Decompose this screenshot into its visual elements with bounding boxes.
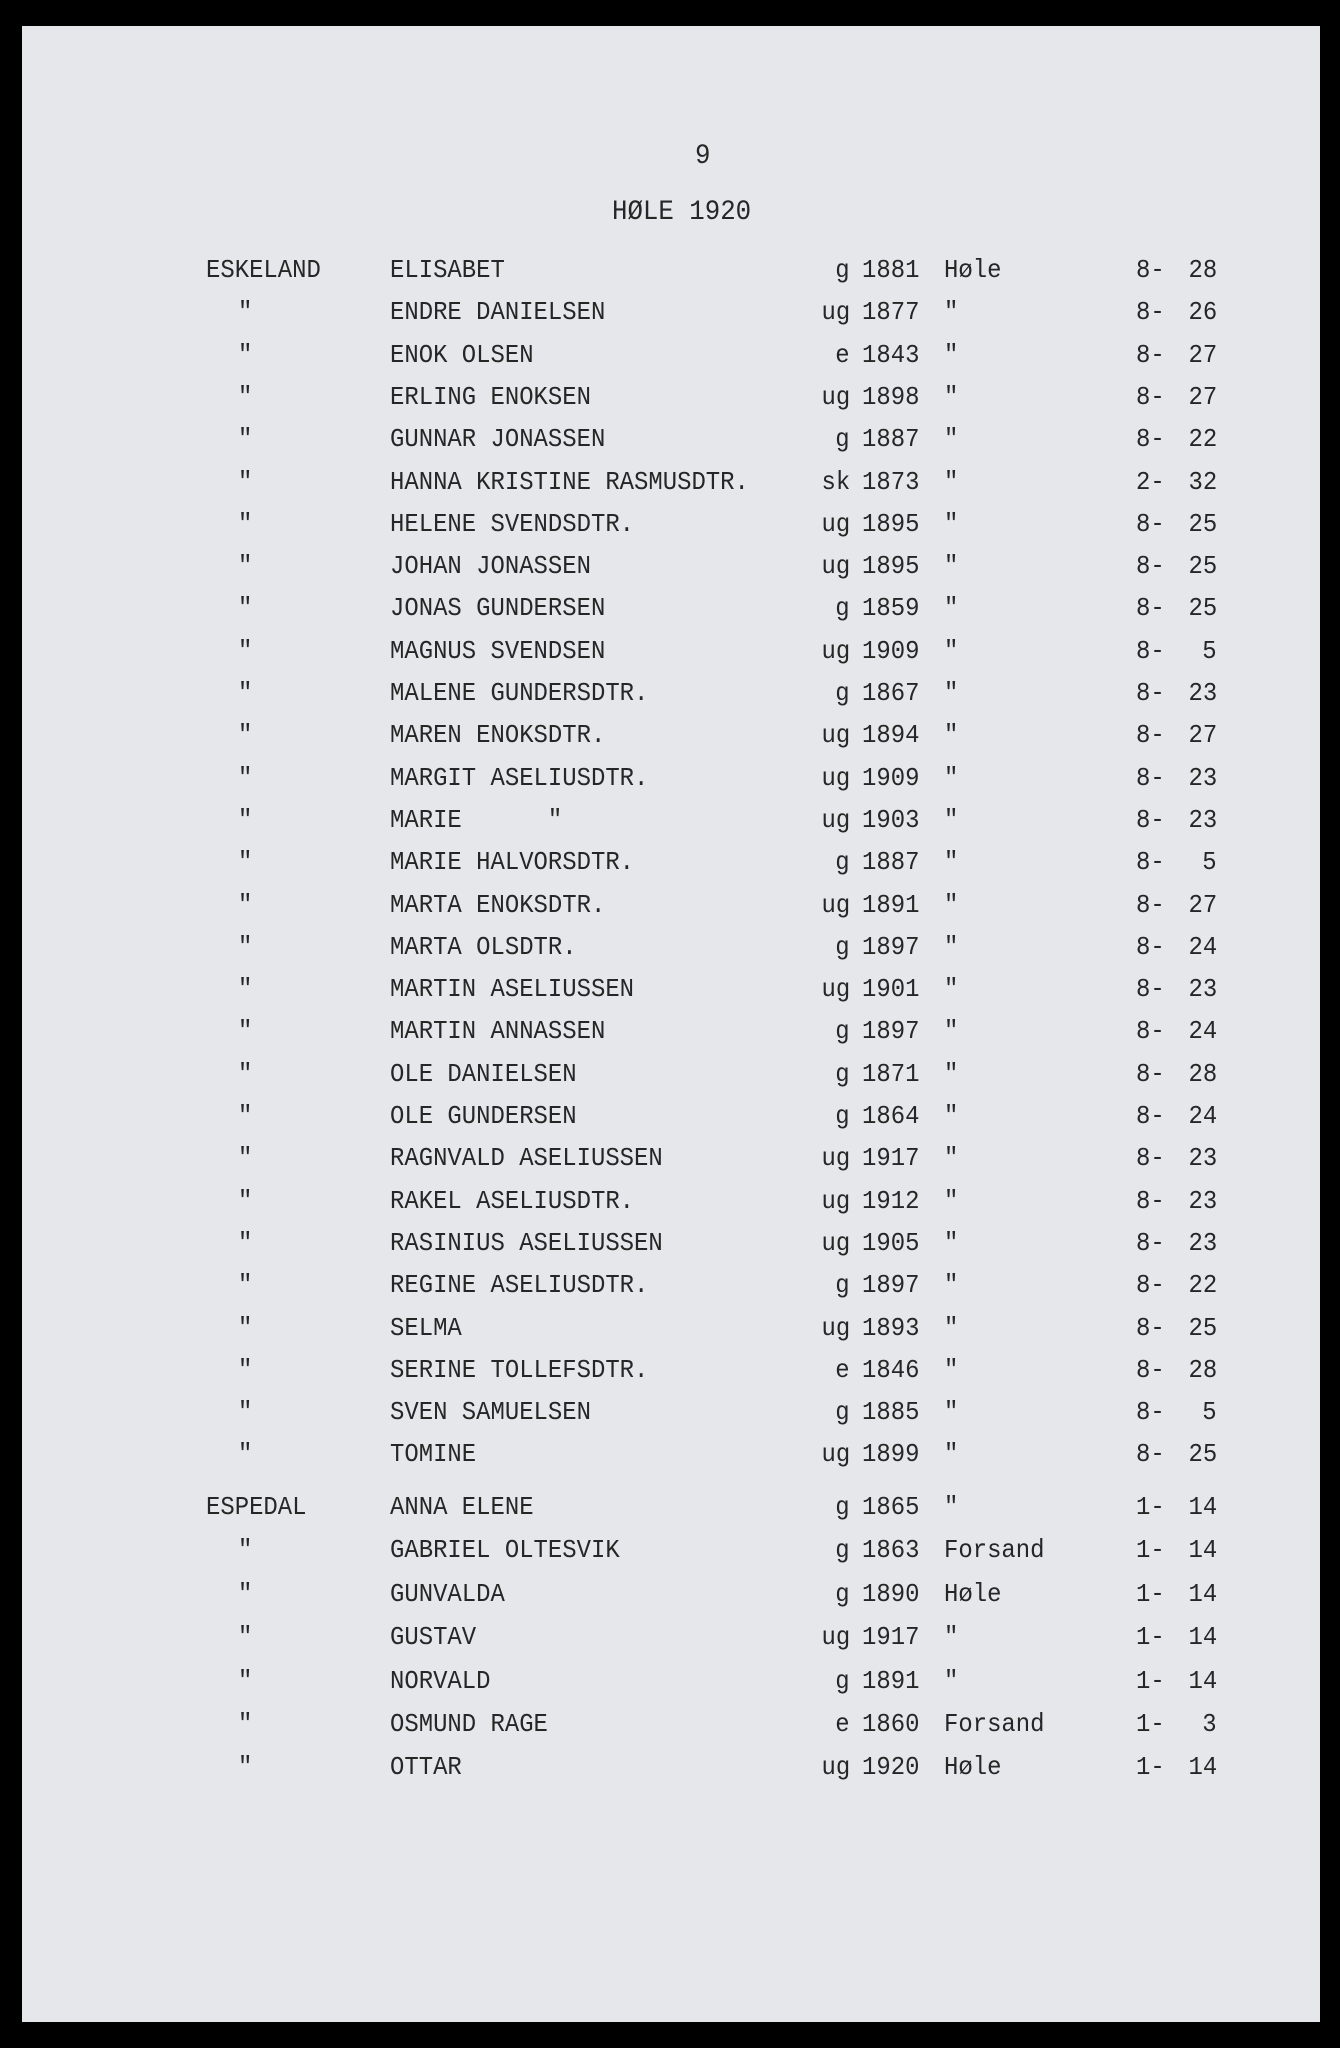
given-name: TOMINE	[390, 1439, 477, 1470]
district-code: 1-	[1136, 1665, 1165, 1696]
birth-place: Forsand	[944, 1535, 1045, 1566]
birth-place: "	[944, 1143, 959, 1174]
farm-number: 5	[1202, 635, 1217, 666]
surname-ditto: "	[238, 508, 253, 539]
register-row	[0, 255, 1340, 295]
farm-number: 26	[1188, 297, 1217, 328]
given-name: REGINE ASELIUSDTR.	[390, 1270, 649, 1301]
given-name: ERLING ENOKSEN	[390, 381, 591, 412]
district-code: 1-	[1136, 1492, 1165, 1522]
marital-status: g	[835, 847, 850, 878]
given-name: MARIE "	[390, 804, 563, 835]
birth-year: 1860	[862, 1709, 920, 1739]
farm-number: 28	[1188, 255, 1217, 285]
marital-status: ug	[821, 1312, 850, 1343]
birth-year: 1901	[862, 974, 920, 1005]
surname-ditto: "	[238, 593, 253, 624]
marital-status: ug	[821, 720, 850, 751]
marital-status: ug	[821, 551, 850, 582]
birth-year: 1897	[862, 931, 920, 962]
birth-place: "	[944, 1101, 959, 1131]
birth-year: 1897	[862, 1270, 920, 1301]
farm-number: 22	[1188, 424, 1217, 455]
surname-ditto: "	[238, 762, 253, 793]
farm-number: 25	[1188, 593, 1217, 624]
marital-status: g	[835, 593, 850, 624]
district-code: 8-	[1136, 889, 1165, 920]
surname-ditto: "	[238, 1354, 253, 1385]
farm-number: 23	[1188, 1227, 1217, 1258]
farm-number: 14	[1188, 1535, 1217, 1566]
register-row	[0, 932, 1340, 972]
register-row	[0, 1579, 1340, 1619]
birth-place: "	[944, 1622, 959, 1653]
farm-number: 23	[1188, 804, 1217, 835]
surname-ditto: "	[238, 1312, 253, 1343]
given-name: SELMA	[390, 1312, 462, 1343]
marital-status: ug	[821, 974, 850, 1005]
farm-number: 25	[1188, 551, 1217, 582]
farm-number: 27	[1188, 889, 1217, 920]
birth-year: 1895	[862, 551, 920, 582]
birth-place: "	[944, 1312, 959, 1343]
farm-number: 23	[1188, 1185, 1217, 1216]
register-row	[0, 467, 1340, 507]
given-name: GUSTAV	[390, 1622, 477, 1653]
surname-ditto: "	[238, 1535, 253, 1566]
birth-place: "	[944, 381, 959, 412]
given-name: MAGNUS SVENDSEN	[390, 635, 606, 666]
district-code: 8-	[1136, 847, 1165, 878]
birth-place: "	[944, 1439, 959, 1470]
farm-number: 28	[1188, 1354, 1217, 1385]
register-row	[0, 1270, 1340, 1310]
district-code: 8-	[1136, 1439, 1165, 1470]
birth-place: "	[944, 508, 959, 539]
given-name: RASINIUS ASELIUSSEN	[390, 1227, 663, 1258]
marital-status: sk	[821, 466, 850, 497]
district-code: 8-	[1136, 551, 1165, 582]
marital-status: g	[835, 255, 850, 285]
given-name: MARTA OLSDTR.	[390, 931, 577, 962]
birth-year: 1887	[862, 424, 920, 455]
farm-number: 3	[1202, 1709, 1217, 1739]
register-row	[0, 805, 1340, 845]
district-code: 8-	[1136, 1397, 1165, 1428]
birth-year: 1909	[862, 635, 920, 666]
register-row	[0, 340, 1340, 380]
given-name: MARTA ENOKSDTR.	[390, 889, 606, 920]
marital-status: ug	[821, 804, 850, 835]
district-code: 8-	[1136, 762, 1165, 793]
birth-year: 1895	[862, 508, 920, 539]
given-name: MARGIT ASELIUSDTR.	[390, 762, 649, 793]
district-code: 8-	[1136, 339, 1165, 370]
birth-year: 1877	[862, 297, 920, 328]
birth-year: 1893	[862, 1312, 920, 1343]
district-code: 8-	[1136, 1143, 1165, 1174]
register-row	[0, 1535, 1340, 1575]
marital-status: ug	[821, 297, 850, 328]
surname-ditto: "	[238, 1752, 253, 1783]
farm-number: 24	[1188, 1101, 1217, 1131]
register-row	[0, 424, 1340, 464]
register-row	[0, 1143, 1340, 1183]
register-row	[0, 763, 1340, 803]
marital-status: e	[835, 1354, 850, 1385]
marital-status: g	[835, 1535, 850, 1566]
marital-status: ug	[821, 1227, 850, 1258]
surname-ditto: "	[238, 1058, 253, 1089]
farm-number: 23	[1188, 1143, 1217, 1174]
farm-number: 24	[1188, 931, 1217, 962]
marital-status: e	[835, 1709, 850, 1739]
given-name: ENDRE DANIELSEN	[390, 297, 606, 328]
birth-year: 1894	[862, 720, 920, 751]
surname-ditto: "	[238, 931, 253, 962]
birth-place: "	[944, 1058, 959, 1089]
district-code: 2-	[1136, 466, 1165, 497]
birth-year: 1864	[862, 1101, 920, 1131]
farm-number: 27	[1188, 339, 1217, 370]
birth-place: "	[944, 1227, 959, 1258]
district-code: 8-	[1136, 1185, 1165, 1216]
farm-number: 22	[1188, 1270, 1217, 1301]
surname-ditto: "	[238, 1397, 253, 1428]
district-code: 8-	[1136, 1312, 1165, 1343]
district-code: 8-	[1136, 424, 1165, 455]
birth-year: 1920	[862, 1752, 920, 1783]
surname-ditto: "	[238, 635, 253, 666]
district-code: 8-	[1136, 593, 1165, 624]
marital-status: g	[835, 1665, 850, 1696]
marital-status: e	[835, 339, 850, 370]
surname-ditto: "	[238, 1709, 253, 1739]
marital-status: g	[835, 1016, 850, 1047]
birth-year: 1865	[862, 1492, 920, 1522]
birth-year: 1905	[862, 1227, 920, 1258]
farm-number: 23	[1188, 974, 1217, 1005]
register-row	[0, 720, 1340, 760]
birth-year: 1846	[862, 1354, 920, 1385]
district-code: 8-	[1136, 381, 1165, 412]
birth-year: 1897	[862, 1016, 920, 1047]
birth-year: 1917	[862, 1143, 920, 1174]
birth-year: 1903	[862, 804, 920, 835]
register-row	[0, 1439, 1340, 1479]
birth-place: "	[944, 1492, 959, 1522]
farm-number: 14	[1188, 1492, 1217, 1522]
birth-place: "	[944, 762, 959, 793]
register-row	[0, 509, 1340, 549]
district-code: 8-	[1136, 1354, 1165, 1385]
surname-ditto: "	[238, 720, 253, 751]
marital-status: g	[835, 931, 850, 962]
birth-year: 1871	[862, 1058, 920, 1089]
surname-ditto: "	[238, 889, 253, 920]
surname: ESKELAND	[206, 255, 321, 285]
farm-number: 5	[1202, 847, 1217, 878]
marital-status: ug	[821, 762, 850, 793]
given-name: HANNA KRISTINE RASMUSDTR.	[390, 466, 749, 497]
given-name: ELISABET	[390, 255, 505, 285]
given-name: OTTAR	[390, 1752, 462, 1783]
farm-number: 14	[1188, 1752, 1217, 1783]
district-code: 8-	[1136, 255, 1165, 285]
register-row	[0, 1059, 1340, 1099]
farm-number: 14	[1188, 1665, 1217, 1696]
given-name: OSMUND RAGE	[390, 1709, 548, 1739]
marital-status: g	[835, 1397, 850, 1428]
birth-place: Høle	[944, 1578, 1002, 1609]
register-row	[0, 551, 1340, 591]
register-row	[0, 1016, 1340, 1056]
surname-ditto: "	[238, 1578, 253, 1609]
given-name: ANNA ELENE	[390, 1492, 534, 1522]
marital-status: ug	[821, 1622, 850, 1653]
given-name: MALENE GUNDERSDTR.	[390, 678, 649, 708]
birth-year: 1867	[862, 678, 920, 708]
marital-status: g	[835, 1101, 850, 1131]
birth-year: 1890	[862, 1578, 920, 1609]
birth-year: 1899	[862, 1439, 920, 1470]
given-name: MARTIN ANNASSEN	[390, 1016, 606, 1047]
given-name: JONAS GUNDERSEN	[390, 593, 606, 624]
marital-status: ug	[821, 508, 850, 539]
farm-number: 25	[1188, 1312, 1217, 1343]
given-name: SERINE TOLLEFSDTR.	[390, 1354, 649, 1385]
register-row	[0, 1709, 1340, 1749]
register-row	[0, 1101, 1340, 1141]
marital-status: ug	[821, 381, 850, 412]
given-name: GUNVALDA	[390, 1578, 505, 1609]
given-name: SVEN SAMUELSEN	[390, 1397, 591, 1428]
given-name: RAGNVALD ASELIUSSEN	[390, 1143, 663, 1174]
birth-place: "	[944, 931, 959, 962]
surname-ditto: "	[238, 1270, 253, 1301]
surname-ditto: "	[238, 1227, 253, 1258]
surname-ditto: "	[238, 297, 253, 328]
register-row	[0, 1492, 1340, 1532]
surname-ditto: "	[238, 1439, 253, 1470]
birth-place: "	[944, 1354, 959, 1385]
surname-ditto: "	[238, 1665, 253, 1696]
register-row	[0, 678, 1340, 718]
birth-year: 1863	[862, 1535, 920, 1566]
birth-year: 1887	[862, 847, 920, 878]
given-name: NORVALD	[390, 1665, 491, 1696]
surname-ditto: "	[238, 381, 253, 412]
marital-status: g	[835, 1578, 850, 1609]
birth-place: "	[944, 551, 959, 582]
given-name: ENOK OLSEN	[390, 339, 534, 370]
given-name: MARIE HALVORSDTR.	[390, 847, 635, 878]
district-code: 8-	[1136, 1058, 1165, 1089]
birth-year: 1885	[862, 1397, 920, 1428]
given-name: MARTIN ASELIUSSEN	[390, 974, 635, 1005]
marital-status: ug	[821, 1143, 850, 1174]
birth-year: 1859	[862, 593, 920, 624]
surname-ditto: "	[238, 466, 253, 497]
district-code: 8-	[1136, 931, 1165, 962]
given-name: OLE GUNDERSEN	[390, 1101, 577, 1131]
birth-place: "	[944, 635, 959, 666]
register-row	[0, 593, 1340, 633]
marital-status: g	[835, 1058, 850, 1089]
district-code: 1-	[1136, 1535, 1165, 1566]
surname: ESPEDAL	[206, 1492, 307, 1522]
given-name: GABRIEL OLTESVIK	[390, 1535, 620, 1566]
farm-number: 24	[1188, 1016, 1217, 1047]
farm-number: 14	[1188, 1578, 1217, 1609]
district-code: 8-	[1136, 1270, 1165, 1301]
birth-place: "	[944, 1185, 959, 1216]
surname-ditto: "	[238, 1622, 253, 1653]
district-code: 1-	[1136, 1622, 1165, 1653]
district-code: 1-	[1136, 1709, 1165, 1739]
marital-status: g	[835, 424, 850, 455]
surname-ditto: "	[238, 974, 253, 1005]
district-code: 8-	[1136, 678, 1165, 708]
farm-number: 5	[1202, 1397, 1217, 1428]
page-title: HØLE 1920	[612, 197, 752, 228]
birth-year: 1873	[862, 466, 920, 497]
register-row	[0, 636, 1340, 676]
farm-number: 28	[1188, 1058, 1217, 1089]
birth-year: 1912	[862, 1185, 920, 1216]
birth-year: 1881	[862, 255, 920, 285]
birth-place: Høle	[944, 255, 1002, 285]
birth-place: "	[944, 847, 959, 878]
given-name: OLE DANIELSEN	[390, 1058, 577, 1089]
register-row	[0, 1355, 1340, 1395]
farm-number: 23	[1188, 762, 1217, 793]
register-row	[0, 1186, 1340, 1226]
farm-number: 23	[1188, 678, 1217, 708]
birth-place: "	[944, 593, 959, 624]
register-row	[0, 1622, 1340, 1662]
birth-year: 1891	[862, 889, 920, 920]
marital-status: ug	[821, 889, 850, 920]
birth-place: Høle	[944, 1752, 1002, 1783]
district-code: 8-	[1136, 974, 1165, 1005]
register-row	[0, 1228, 1340, 1268]
register-row	[0, 847, 1340, 887]
surname-ditto: "	[238, 1143, 253, 1174]
birth-place: "	[944, 466, 959, 497]
farm-number: 25	[1188, 508, 1217, 539]
birth-place: "	[944, 339, 959, 370]
surname-ditto: "	[238, 551, 253, 582]
marital-status: g	[835, 1492, 850, 1522]
district-code: 8-	[1136, 297, 1165, 328]
birth-year: 1891	[862, 1665, 920, 1696]
surname-ditto: "	[238, 804, 253, 835]
birth-year: 1909	[862, 762, 920, 793]
birth-place: "	[944, 424, 959, 455]
farm-number: 27	[1188, 720, 1217, 751]
surname-ditto: "	[238, 1016, 253, 1047]
marital-status: ug	[821, 1185, 850, 1216]
given-name: GUNNAR JONASSEN	[390, 424, 606, 455]
birth-place: "	[944, 804, 959, 835]
birth-place: "	[944, 1016, 959, 1047]
birth-place: Forsand	[944, 1709, 1045, 1739]
register-row	[0, 1666, 1340, 1706]
farm-number: 32	[1188, 466, 1217, 497]
register-row	[0, 1313, 1340, 1353]
birth-place: "	[944, 974, 959, 1005]
district-code: 8-	[1136, 1016, 1165, 1047]
surname-ditto: "	[238, 1101, 253, 1131]
given-name: JOHAN JONASSEN	[390, 551, 591, 582]
birth-year: 1843	[862, 339, 920, 370]
farm-number: 27	[1188, 381, 1217, 412]
birth-place: "	[944, 1397, 959, 1428]
given-name: RAKEL ASELIUSDTR.	[390, 1185, 635, 1216]
register-row	[0, 1397, 1340, 1437]
birth-year: 1917	[862, 1622, 920, 1653]
district-code: 1-	[1136, 1752, 1165, 1783]
marital-status: ug	[821, 1752, 850, 1783]
marital-status: ug	[821, 1439, 850, 1470]
birth-place: "	[944, 678, 959, 708]
surname-ditto: "	[238, 339, 253, 370]
district-code: 8-	[1136, 1101, 1165, 1131]
marital-status: g	[835, 1270, 850, 1301]
given-name: MAREN ENOKSDTR.	[390, 720, 606, 751]
district-code: 8-	[1136, 635, 1165, 666]
register-row	[0, 1752, 1340, 1792]
district-code: 8-	[1136, 1227, 1165, 1258]
given-name: HELENE SVENDSDTR.	[390, 508, 635, 539]
birth-place: "	[944, 1270, 959, 1301]
marital-status: ug	[821, 635, 850, 666]
district-code: 8-	[1136, 720, 1165, 751]
district-code: 8-	[1136, 804, 1165, 835]
register-row	[0, 297, 1340, 337]
birth-place: "	[944, 889, 959, 920]
birth-place: "	[944, 1665, 959, 1696]
register-row	[0, 382, 1340, 422]
surname-ditto: "	[238, 424, 253, 455]
page-number: 9	[695, 141, 711, 172]
marital-status: g	[835, 678, 850, 708]
surname-ditto: "	[238, 678, 253, 708]
surname-ditto: "	[238, 1185, 253, 1216]
district-code: 1-	[1136, 1578, 1165, 1609]
farm-number: 25	[1188, 1439, 1217, 1470]
birth-place: "	[944, 297, 959, 328]
birth-place: "	[944, 720, 959, 751]
birth-year: 1898	[862, 381, 920, 412]
farm-number: 14	[1188, 1622, 1217, 1653]
register-row	[0, 890, 1340, 930]
district-code: 8-	[1136, 508, 1165, 539]
register-row	[0, 974, 1340, 1014]
surname-ditto: "	[238, 847, 253, 878]
